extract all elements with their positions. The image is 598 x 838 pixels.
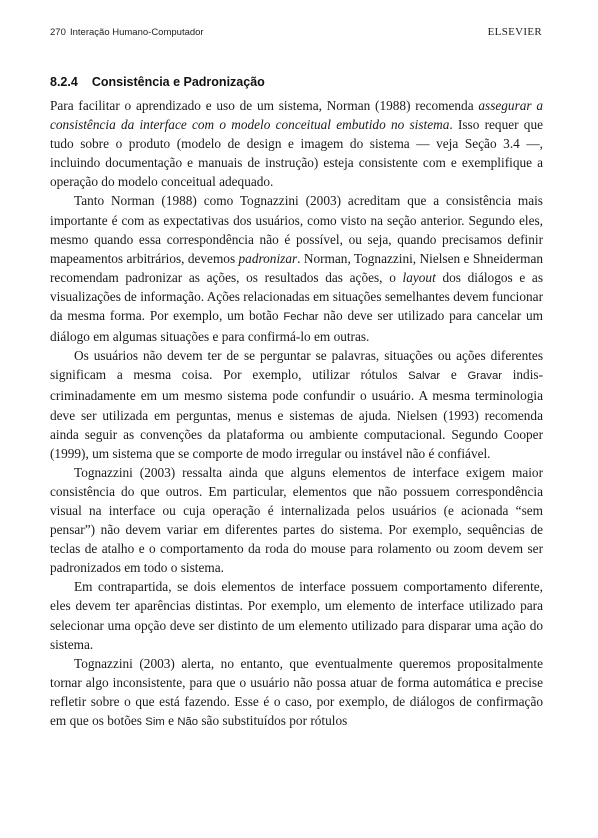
p3-text-c: e	[440, 367, 468, 383]
ui-term-salvar: Salvar	[408, 370, 441, 383]
ui-term-gravar: Gravar	[467, 370, 502, 383]
paragraph-2	[50, 191, 543, 346]
p2-emphasis-padronizar: padronizar	[238, 250, 298, 266]
book-title: Interação Humano-Computador	[70, 27, 204, 38]
p3-text-e: indiscriminadamente em um mesmo sistema pode confundir o usuário. A mesma terminologia deve ser utilizada em perguntas, menus e sistemas de ajuda. Nielsen (1993) recomenda ainda seguir as convenções da plataforma ou ambiente computacional. Segundo Cooper (1999), um sistema que se comporte de modo irregular ou instável não é confiável.	[50, 367, 543, 461]
paragraph-3	[50, 346, 543, 463]
p2-text-c: . Norman, Tognazzini, Nielsen e Shneiderman recomendam padronizar as ações, os resultados das ações, o	[50, 250, 543, 285]
ui-term-nao: Não	[177, 716, 199, 728]
section-heading	[50, 73, 543, 91]
p1-text-c: . Isso requer que tudo sobre o produto (modelo de design e imagem do sistema — veja Seção 3.4 —, incluindo documentação e manuais de instrução) esteja consistente com e exemplifique a operação do modelo conceitual adequado.	[50, 117, 543, 190]
page-body	[50, 73, 543, 732]
p6-text-a: Tognazzini (2003) alerta, no entanto, que eventualmente queremos propositalmente tornar algo inconsistente, para que o usuário não possa atuar de forma automática e precise refletir sobre o que está fazendo. Esse é o caso, por exemplo, de diálogos de confirmação em que os botões	[50, 655, 543, 728]
paragraph-6	[50, 654, 543, 732]
p2-text-e: dos diálogos e as visualizações de informação. Ações relacionadas em situações semelhantes devem funcionar da mesma forma. Por exemplo, um botão	[50, 269, 544, 324]
section-title: Consistência e Padronização	[91, 75, 265, 89]
paragraph-4: Tognazzini (2003) ressalta ainda que alguns elementos de interface exigem maior consistência do que outros. Em particular, elementos que não possuem correspondência visual na interface ou cuja operação é internalizada pelos usuários (e acionada “sem pensar”) não devem variar em diferentes partes do sistema. Por exemplo, sequências de teclas de atalho e o comportamento da roda do mouse para rolamento ou zoom devem ser padronizados em todo o sistema.	[50, 464, 543, 576]
p6-text-e: são substituídos por rótulos	[198, 713, 348, 728]
paragraph-5: Em contrapartida, se dois elementos de interface possuem comportamento diferente, eles devem ter aparências distintas. Por exemplo, um elemento de interface utilizado para selecionar uma opção deve ser distinto de um elemento utilizado para disparar uma ação do sistema.	[50, 579, 543, 652]
p2-text-g: não deve ser utilizado para cancelar um diálogo em algumas situações e para confirmá-lo em outras.	[50, 308, 543, 345]
p6-text-c: e	[164, 713, 178, 728]
p2-text-a: Tanto Norman (1988) como Tognazzini (2003) acreditam que a consistência mais importante é com as expectativas dos usuários, como visto na seção anterior. Segundo eles, mesmo quando essa correspondência não é possível, ou seja, quando precisamos definir mapeamentos arbitrários, devemos	[50, 193, 543, 266]
ui-term-sim: Sim	[145, 716, 165, 728]
p1-emphasis: assegurar a consistência da interface com o modelo conceitual embutido no sistema	[50, 98, 543, 133]
page-number: 270	[50, 27, 66, 38]
p1-text-a: Para facilitar o aprendizado e uso de um sistema, Norman (1988) recomenda	[50, 98, 479, 113]
p2-emphasis-layout: layout	[402, 269, 436, 285]
section-number: 8.2.4	[50, 75, 78, 89]
ui-term-fechar: Fechar	[283, 311, 319, 324]
running-header	[50, 27, 542, 41]
paragraph-1	[50, 96, 543, 191]
p3-text-a: Os usuários não devem ter de se perguntar se palavras, situações ou ações diferentes significam a mesma coisa. Por exemplo, utilizar rótulos	[50, 348, 543, 383]
publisher-name: ELSEVIER	[487, 26, 542, 38]
